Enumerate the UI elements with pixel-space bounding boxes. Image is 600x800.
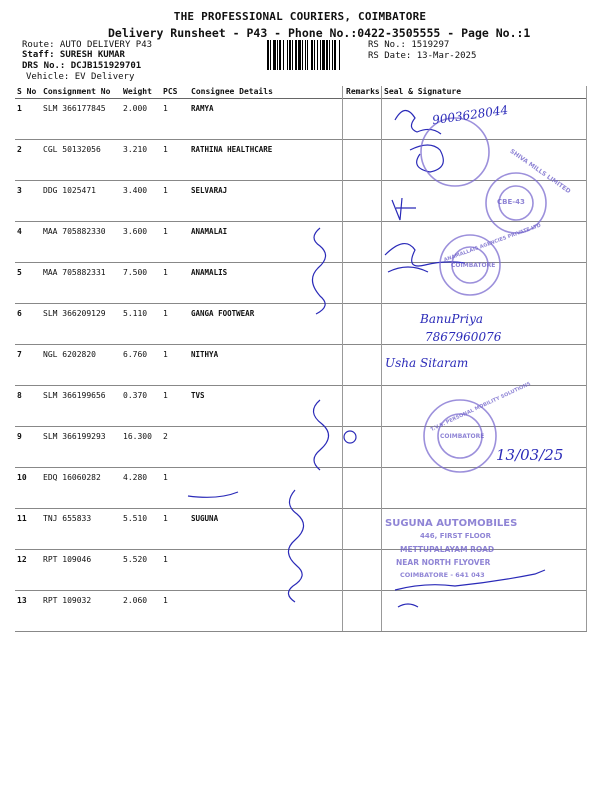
cell-remarks bbox=[344, 140, 382, 181]
cell-weight: 5.110 bbox=[121, 304, 161, 345]
cell-consignment: SLM 366177845 bbox=[41, 99, 121, 140]
cell-seal-signature bbox=[382, 140, 587, 181]
cell-consignee: ANAMALIS bbox=[189, 263, 344, 304]
column-header: Remarks bbox=[344, 86, 382, 99]
cell-weight: 5.510 bbox=[121, 509, 161, 550]
cell-consignment: CGL 50132056 bbox=[41, 140, 121, 181]
cell-sno: 3 bbox=[15, 181, 41, 222]
cell-consignee bbox=[189, 550, 344, 591]
anamallais-seal-city: COIMBATORE bbox=[451, 262, 496, 269]
cell-remarks bbox=[344, 468, 382, 509]
cell-sno: 7 bbox=[15, 345, 41, 386]
cell-sno: 9 bbox=[15, 427, 41, 468]
cell-weight: 3.600 bbox=[121, 222, 161, 263]
staff-label: Staff: SURESH KUMAR bbox=[22, 50, 125, 60]
cell-sno: 10 bbox=[15, 468, 41, 509]
drs-label: DRS No.: DCJB151929701 bbox=[22, 61, 142, 71]
table-row bbox=[15, 263, 587, 304]
cell-consignment: SLM 366199656 bbox=[41, 386, 121, 427]
cell-pcs: 1 bbox=[161, 468, 189, 509]
cell-consignment: DDG 1025471 bbox=[41, 181, 121, 222]
rs-number: RS No.: 1519297 bbox=[368, 40, 450, 50]
cell-consignee bbox=[189, 468, 344, 509]
column-divider bbox=[342, 86, 343, 631]
cell-remarks bbox=[344, 345, 382, 386]
cell-pcs: 1 bbox=[161, 181, 189, 222]
cell-remarks bbox=[344, 509, 382, 550]
table-row bbox=[15, 550, 587, 591]
cell-consignee: NITHYA bbox=[189, 345, 344, 386]
cell-weight: 5.520 bbox=[121, 550, 161, 591]
cell-weight: 7.500 bbox=[121, 263, 161, 304]
cell-pcs: 1 bbox=[161, 140, 189, 181]
cell-remarks bbox=[344, 99, 382, 140]
cell-consignment: NGL 6202820 bbox=[41, 345, 121, 386]
table-row bbox=[15, 140, 587, 181]
cell-sno: 4 bbox=[15, 222, 41, 263]
cell-consignee: RAMYA bbox=[189, 99, 344, 140]
cell-pcs: 1 bbox=[161, 386, 189, 427]
cell-remarks bbox=[344, 263, 382, 304]
column-header: S No bbox=[15, 86, 41, 99]
cell-consignee: GANGA FOOTWEAR bbox=[189, 304, 344, 345]
tvs-seal-name: T.V.S. PERSONAL MOBILITY SOLUTIONS bbox=[429, 381, 532, 433]
cell-consignment: RPT 109046 bbox=[41, 550, 121, 591]
cell-pcs: 2 bbox=[161, 427, 189, 468]
table-header bbox=[15, 86, 587, 99]
cell-weight: 3.210 bbox=[121, 140, 161, 181]
cell-seal-signature bbox=[382, 591, 587, 632]
cell-sno: 13 bbox=[15, 591, 41, 632]
cell-pcs: 1 bbox=[161, 304, 189, 345]
company-title: THE PROFESSIONAL COURIERS, COIMBATORE bbox=[173, 10, 427, 23]
cell-weight: 0.370 bbox=[121, 386, 161, 427]
cell-consignment: SLM 366199293 bbox=[41, 427, 121, 468]
handwritten-name: BanuPriya bbox=[420, 312, 484, 326]
rs-date: RS Date: 13-Mar-2025 bbox=[368, 51, 477, 61]
route-label: Route: AUTO DELIVERY P43 bbox=[22, 40, 153, 50]
cell-seal-signature bbox=[382, 509, 587, 550]
cell-weight: 2.060 bbox=[121, 591, 161, 632]
cell-pcs: 1 bbox=[161, 509, 189, 550]
handwritten-date: 13/03/25 bbox=[496, 446, 564, 464]
suguna-stamp-line2: 446, FIRST FLOOR bbox=[420, 532, 492, 540]
barcode-bars bbox=[265, 40, 365, 70]
runsheet-subtitle: Delivery Runsheet - P43 - Phone No.:0422-3505555 - Page No.:1 bbox=[108, 26, 531, 40]
cell-sno: 8 bbox=[15, 386, 41, 427]
cell-weight: 3.400 bbox=[121, 181, 161, 222]
cell-pcs: 1 bbox=[161, 99, 189, 140]
cell-sno: 1 bbox=[15, 99, 41, 140]
cell-sno: 12 bbox=[15, 550, 41, 591]
cell-consignee bbox=[189, 427, 344, 468]
column-divider bbox=[586, 86, 587, 631]
cell-consignment: MAA 705882330 bbox=[41, 222, 121, 263]
cell-weight: 6.760 bbox=[121, 345, 161, 386]
table-row bbox=[15, 468, 587, 509]
cell-remarks bbox=[344, 386, 382, 427]
cell-pcs: 1 bbox=[161, 345, 189, 386]
cell-consignment: RPT 109032 bbox=[41, 591, 121, 632]
column-header: Weight bbox=[121, 86, 161, 99]
runsheet-table bbox=[15, 86, 587, 632]
handwritten-signature: Usha Sitaram bbox=[385, 356, 469, 370]
handwritten-phone: 9003628044 bbox=[431, 102, 509, 128]
cell-weight: 16.300 bbox=[121, 427, 161, 468]
cell-consignee: SELVARAJ bbox=[189, 181, 344, 222]
cell-consignee: TVS bbox=[189, 386, 344, 427]
cell-pcs: 1 bbox=[161, 550, 189, 591]
suguna-stamp-line1: SUGUNA AUTOMOBILES bbox=[385, 518, 518, 529]
column-header: Consignee Details bbox=[189, 86, 344, 99]
anamallais-seal-name: ANAMALLAIS AGENCIES PRIVATE LTD bbox=[443, 222, 542, 264]
cell-seal-signature bbox=[382, 468, 587, 509]
table-row bbox=[15, 345, 587, 386]
cell-sno: 5 bbox=[15, 263, 41, 304]
cell-pcs: 1 bbox=[161, 263, 189, 304]
cell-consignee: ANAMALAI bbox=[189, 222, 344, 263]
cell-consignment: EDQ 16060282 bbox=[41, 468, 121, 509]
cell-remarks bbox=[344, 304, 382, 345]
suguna-stamp-line4: NEAR NORTH FLYOVER bbox=[396, 558, 491, 567]
cell-remarks bbox=[344, 222, 382, 263]
cell-weight: 2.000 bbox=[121, 99, 161, 140]
cell-consignment: SLM 366209129 bbox=[41, 304, 121, 345]
column-header: Seal & Signature bbox=[382, 86, 587, 99]
cell-consignment: TNJ 655833 bbox=[41, 509, 121, 550]
cell-remarks bbox=[344, 181, 382, 222]
column-divider bbox=[381, 86, 382, 631]
cell-consignee: RATHINA HEALTHCARE bbox=[189, 140, 344, 181]
shiva-seal-name: SHIVA MILLS LIMITED bbox=[508, 147, 572, 196]
tvs-seal-city: COIMBATORE bbox=[440, 433, 485, 440]
vehicle-label: Vehicle: EV Delivery bbox=[26, 72, 135, 82]
handwritten-number: 7867960076 bbox=[425, 330, 502, 344]
cell-consignment: MAA 705882331 bbox=[41, 263, 121, 304]
table-row bbox=[15, 386, 587, 427]
column-header: Consignment No bbox=[41, 86, 121, 99]
suguna-stamp-line5: COIMBATORE - 641 043 bbox=[400, 571, 485, 579]
cell-weight: 4.280 bbox=[121, 468, 161, 509]
cell-remarks bbox=[344, 591, 382, 632]
cell-sno: 6 bbox=[15, 304, 41, 345]
cell-remarks bbox=[344, 550, 382, 591]
shiva-seal-code: CBE-43 bbox=[497, 198, 525, 206]
cell-sno: 11 bbox=[15, 509, 41, 550]
cell-remarks bbox=[344, 427, 382, 468]
cell-sno: 2 bbox=[15, 140, 41, 181]
cell-seal-signature bbox=[382, 550, 587, 591]
cell-consignee bbox=[189, 591, 344, 632]
cell-pcs: 1 bbox=[161, 222, 189, 263]
table-row bbox=[15, 509, 587, 550]
table-row bbox=[15, 591, 587, 632]
suguna-stamp-line3: METTUPALAYAM ROAD bbox=[400, 545, 495, 554]
column-header: PCS bbox=[161, 86, 189, 99]
cell-consignee: SUGUNA bbox=[189, 509, 344, 550]
cell-pcs: 1 bbox=[161, 591, 189, 632]
